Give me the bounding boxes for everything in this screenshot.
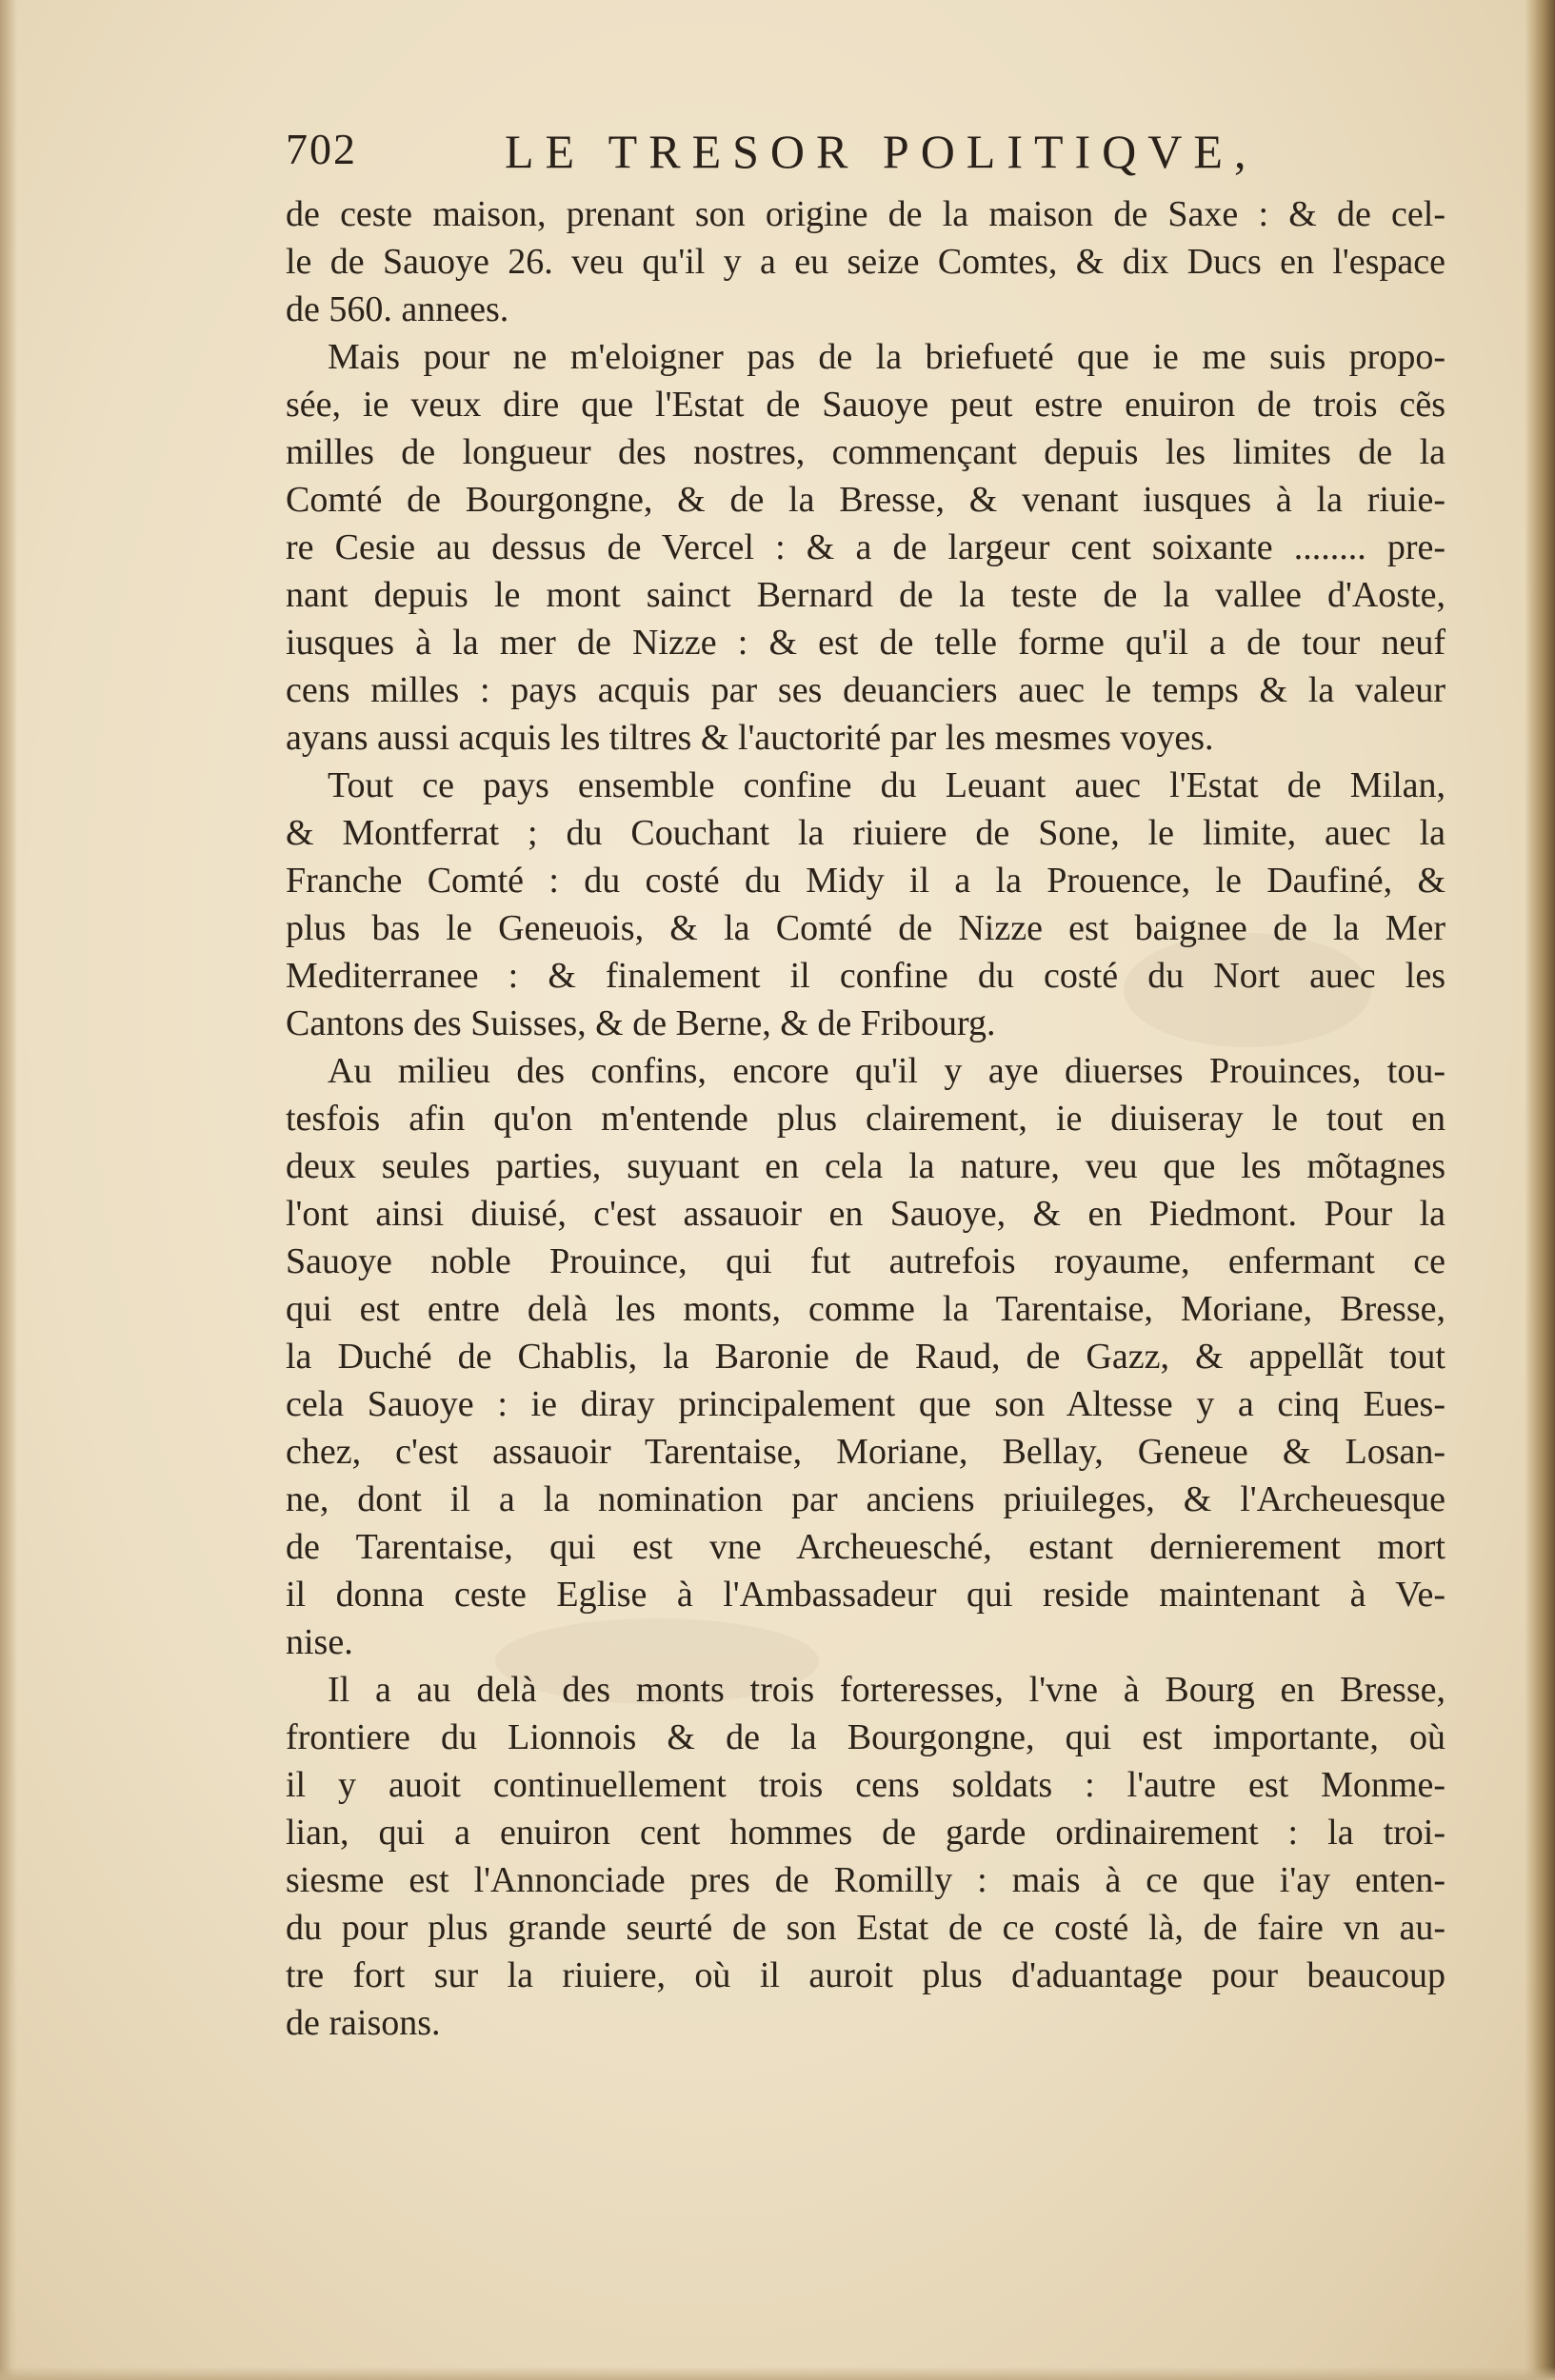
text-line: Sauoye noble Prouince, qui fut autrefois royaume, enfermant ce xyxy=(286,1241,1445,1281)
paragraph xyxy=(286,762,1445,1047)
text-line: Mediterranee : & finalement il confine du costé du Nort auec les xyxy=(286,956,1445,996)
page-bottom-edge xyxy=(0,2367,1555,2380)
text-line: iusques à la mer de Nizze : & est de telle forme qu'il a de tour neuf xyxy=(286,623,1445,663)
text-line: de 560. annees. xyxy=(286,289,509,329)
text-line: chez, c'est assauoir Tarentaise, Moriane, Bellay, Geneue & Losan- xyxy=(286,1432,1445,1472)
text-line: Il a au delà des monts trois forteresses, l'vne à Bourg en Bresse, xyxy=(328,1670,1445,1710)
text-line: deux seules parties, suyuant en cela la nature, veu que les mõtagnes xyxy=(286,1146,1445,1186)
page-number: 702 xyxy=(286,125,357,173)
text-line: il y auoit continuellement trois cens soldats : l'autre est Monme- xyxy=(286,1765,1445,1805)
text-line: Au milieu des confins, encore qu'il y aye diuerses Prouinces, tou- xyxy=(328,1051,1445,1091)
page-header xyxy=(286,124,1447,190)
text-line: sée, ie veux dire que l'Estat de Sauoye peut estre enuiron de trois cẽs xyxy=(286,385,1445,425)
text-line: du pour plus grande seurté de son Estat de ce costé là, de faire vn au- xyxy=(286,1908,1445,1948)
text-line: Franche Comté : du costé du Midy il a la Prouence, le Daufiné, & xyxy=(286,861,1445,901)
text-line: de Tarentaise, qui est vne Archeuesché, estant dernierement mort xyxy=(286,1527,1445,1567)
body-text xyxy=(286,190,1445,2047)
text-line: siesme est l'Annonciade pres de Romilly : mais à ce que i'ay enten- xyxy=(286,1860,1445,1900)
text-line: tre fort sur la riuiere, où il auroit plus d'aduantage pour beaucoup xyxy=(286,1955,1445,1995)
paragraph xyxy=(286,190,1445,333)
page-binding-edge xyxy=(1525,0,1555,2380)
text-line: de ceste maison, prenant son origine de la maison de Saxe : & de cel- xyxy=(286,194,1445,234)
text-line: milles de longueur des nostres, commençant depuis les limites de la xyxy=(286,432,1445,472)
text-line: il donna ceste Eglise à l'Ambassadeur qui reside maintenant à Ve- xyxy=(286,1575,1445,1615)
text-line: ne, dont il a la nomination par anciens priuileges, & l'Archeuesque xyxy=(286,1479,1445,1519)
text-line: Comté de Bourgongne, & de la Bresse, & venant iusques à la riuie- xyxy=(286,480,1445,520)
text-line: cela Sauoye : ie diray principalement que son Altesse y a cinq Eues- xyxy=(286,1384,1445,1424)
text-line: l'ont ainsi diuisé, c'est assauoir en Sauoye, & en Piedmont. Pour la xyxy=(286,1194,1445,1234)
text-line: Cantons des Suisses, & de Berne, & de Fribourg. xyxy=(286,1003,996,1043)
text-line: le de Sauoye 26. veu qu'il y a eu seize Comtes, & dix Ducs en l'espace xyxy=(286,242,1445,282)
text-line: tesfois afin qu'on m'entende plus clairement, ie diuiseray le tout en xyxy=(286,1099,1445,1139)
text-line: plus bas le Geneuois, & la Comté de Nizze est baignee de la Mer xyxy=(286,908,1445,948)
text-line: cens milles : pays acquis par ses deuanciers auec le temps & la valeur xyxy=(286,670,1445,710)
text-line: la Duché de Chablis, la Baronie de Raud, de Gazz, & appellãt tout xyxy=(286,1337,1445,1377)
text-line: Mais pour ne m'eloigner pas de la briefueté que ie me suis propo- xyxy=(328,337,1445,377)
text-line: nant depuis le mont sainct Bernard de la teste de la vallee d'Aoste, xyxy=(286,575,1445,615)
paragraph xyxy=(286,1047,1445,1666)
text-line: de raisons. xyxy=(286,2003,441,2043)
running-head: LE TRESOR POLITIQVE, xyxy=(505,125,1258,178)
text-line: ayans aussi acquis les tiltres & l'auctorité par les mesmes voyes. xyxy=(286,718,1214,758)
text-line: & Montferrat ; du Couchant la riuiere de Sone, le limite, auec la xyxy=(286,813,1445,853)
paragraph xyxy=(286,333,1445,762)
text-line: re Cesie au dessus de Vercel : & a de largeur cent soixante ........ pre- xyxy=(286,527,1445,567)
paragraph xyxy=(286,1666,1445,2047)
text-line: frontiere du Lionnois & de la Bourgongne, qui est importante, où xyxy=(286,1717,1445,1757)
text-line: qui est entre delà les monts, comme la Tarentaise, Moriane, Bresse, xyxy=(286,1289,1445,1329)
text-line: Tout ce pays ensemble confine du Leuant auec l'Estat de Milan, xyxy=(328,765,1445,805)
text-line: lian, qui a enuiron cent hommes de garde ordinairement : la troi- xyxy=(286,1813,1445,1853)
text-line: nise. xyxy=(286,1622,353,1662)
page-left-edge xyxy=(0,0,17,2380)
